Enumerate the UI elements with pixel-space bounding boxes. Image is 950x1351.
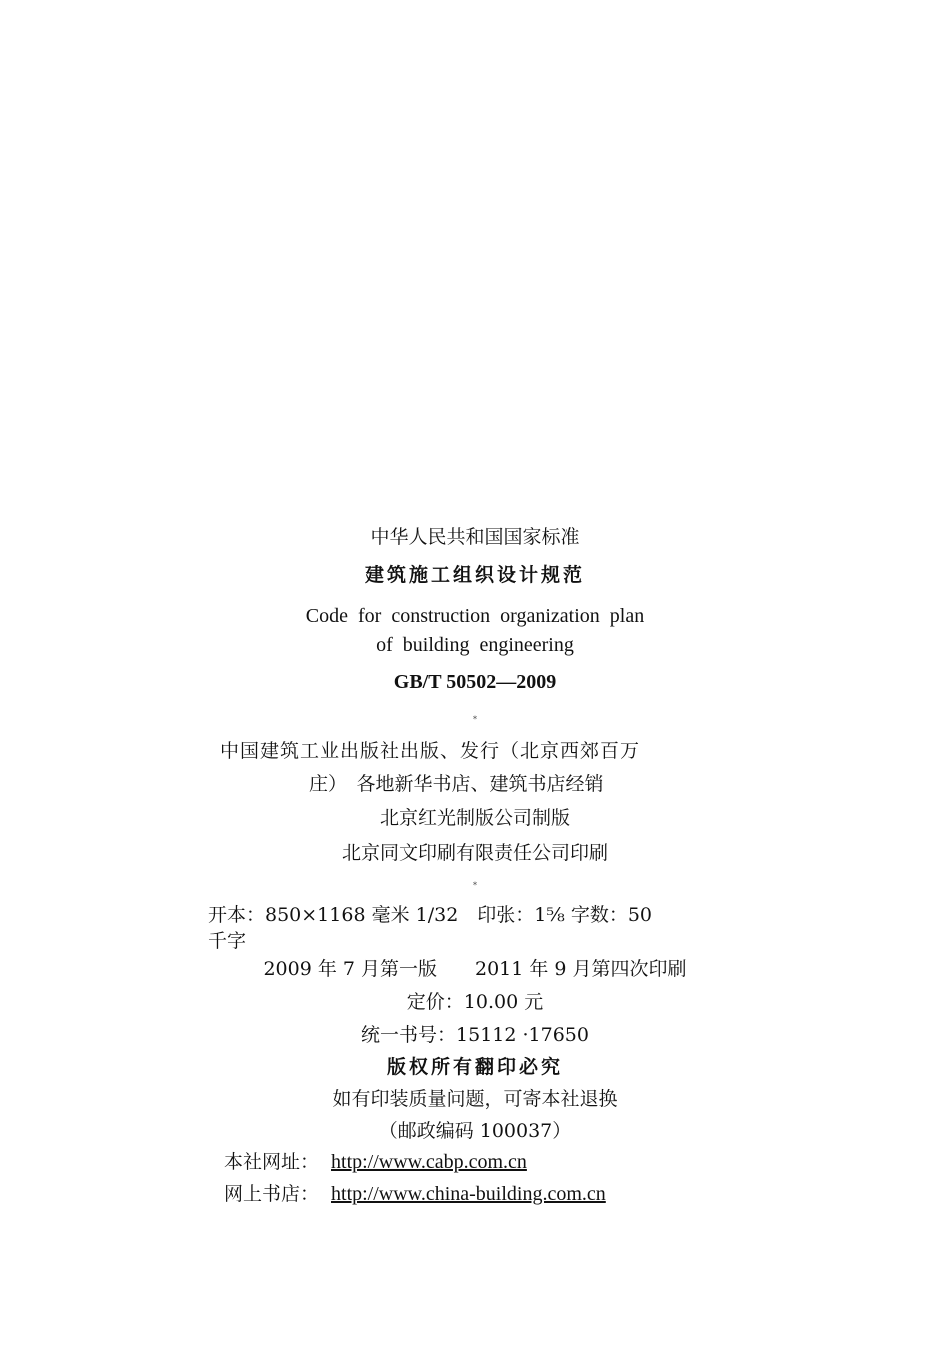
online-store-label: 网上书店： [224,1183,320,1205]
price: 定价：10.00 元 [406,991,544,1013]
separator-star-2: * [473,881,477,890]
title-chinese: 建筑施工组织设计规范 [364,564,585,586]
title-english-line-1: Code for construction organization plan [305,605,645,627]
unified-book-number: 统一书号：15112 ·17650 [361,1024,589,1046]
online-store-row [0,1184,950,1204]
postal-code: （邮政编码 100037） [378,1120,572,1142]
publisher-line-1: 中国建筑工业出版社出版、发行（北京西郊百万 [220,740,641,762]
separator-star: * [473,715,477,724]
plate-maker: 北京红光制版公司制版 [379,807,570,829]
website-label: 本社网址： [224,1151,320,1173]
standard-number: GB/T 50502—2009 [393,671,557,693]
printer: 北京同文印刷有限责任公司印刷 [341,842,608,864]
edition-info: 2009 年 7 月第一版 2011 年 9 月第四次印刷 [263,958,687,980]
publisher-line-2: 庄） 各地新华书店、建筑书店经销 [309,773,604,795]
copyright-notice: 版权所有翻印必究 [386,1056,563,1078]
online-store-link[interactable]: http://www.china-building.com.cn [331,1183,606,1205]
title-english-line-2: of building engineering [376,634,574,656]
format-line-2: 千字 [208,930,247,952]
format-line-1: 开本：850×1168 毫米 1/32 印张：1⅝ 字数：50 [208,904,653,926]
website-link[interactable]: http://www.cabp.com.cn [331,1151,527,1173]
standard-category: 中华人民共和国国家标准 [370,526,580,548]
return-notice: 如有印装质量问题，可寄本社退换 [332,1088,618,1110]
website-row [0,1152,950,1172]
